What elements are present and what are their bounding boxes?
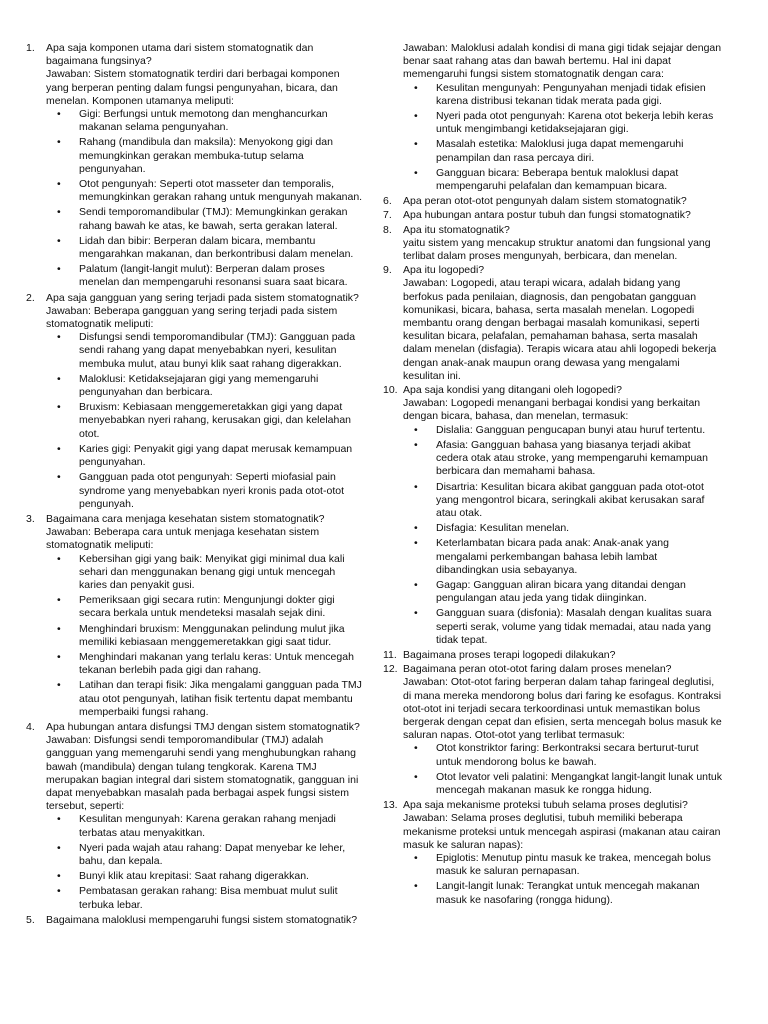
question-number: 8. [383, 223, 392, 236]
bullet-icon: • [57, 442, 61, 455]
bullet-icon: • [57, 263, 61, 276]
question-text: Bagaimana maloklusi mempengaruhi fungsi sistem stomatognatik? [46, 913, 358, 926]
bullet-item [403, 537, 722, 577]
right-column [383, 42, 722, 909]
answer-text: Jawaban: Otot-otot faring berperan dalam tahap faringeal deglutisi, di mana mereka mendorong bolus dari faring ke esofagus. Kontraksi otot-otot ini terjadi secara terkoordinasi untuk memastikan bolus bergerak dengan cepat dan efisien, serta mencegah bolus masuk ke saluran napas. Otot-otot yang terlibat termasuk: [403, 676, 722, 742]
bullet-item [46, 623, 365, 649]
answer-text: Jawaban: Sistem stomatognatik terdiri dari berbagai komponen yang berperan penting dalam fungsi pengunyahan, bicara, dan menelan. Komponen utamanya meliputi: [46, 68, 340, 107]
bullet-icon: • [414, 423, 418, 436]
bullet-item [403, 110, 722, 136]
bullet-icon: • [57, 401, 61, 414]
bullet-item [403, 522, 722, 535]
bullet-icon: • [414, 480, 418, 493]
bullet-item [46, 136, 365, 176]
question-number: 11. [383, 648, 397, 661]
bullet-icon: • [57, 331, 61, 344]
bullet-text: Gangguan pada otot pengunyah: Seperti miofasial pain syndrome yang menyebabkan nyeri kronis pada otot-otot pengunyah. [79, 471, 344, 510]
question-number: 4. [26, 720, 35, 733]
bullet-text: Sendi temporomandibular (TMJ): Memungkinkan gerakan rahang bawah ke atas, ke bawah, serta gerakan lateral. [79, 206, 348, 232]
answer-text: Jawaban: Maloklusi adalah kondisi di mana gigi tidak sejajar dengan benar saat rahang atas dan bawah bertemu. Hal ini dapat memengaruhi fungsi sistem stomatognatik dengan cara: [403, 42, 722, 81]
bullet-icon: • [57, 206, 61, 219]
bullet-icon: • [57, 234, 61, 247]
bullet-text: Otot konstriktor faring: Berkontraksi secara berturut-turut untuk mendorong bolus ke bawah. [436, 742, 699, 768]
question-number: 6. [383, 195, 392, 208]
bullet-text: Afasia: Gangguan bahasa yang biasanya terjadi akibat cedera otak atau stroke, yang mempengaruhi kemampuan berbicara dan memahami bahasa. [436, 438, 708, 478]
bullet-text: Menghindari bruxism: Menggunakan pelindung mulut jika memiliki kebiasaan menggemeretakkan gigi saat tidur. [79, 622, 345, 648]
bullet-icon: • [414, 851, 418, 864]
bullet-icon: • [57, 471, 61, 484]
bullet-list [46, 108, 365, 290]
question-item-7 [383, 209, 722, 222]
question-text: Apa hubungan antara postur tubuh dan fungsi stomatognatik? [403, 209, 691, 222]
question-item-9 [383, 264, 722, 383]
question-item-8 [383, 224, 722, 264]
bullet-icon: • [57, 650, 61, 663]
question-text: Apa saja mekanisme proteksi tubuh selama proses deglutisi? [403, 799, 688, 812]
bullet-icon: • [414, 537, 418, 550]
answer-text: Jawaban: Logopedi, atau terapi wicara, adalah bidang yang berfokus pada penilaian, diagnosis, dan pengobatan gangguan komunikasi, bicara, bahasa, serta masalah menelan. Logopedi membantu orang dengan berbagai masalah komunikasi, seperti kesulitan bicara, pelafalan, pemahaman bahasa, serta masalah dalam menelan (disfagia). Terapis wicara atau ahli logopedi bekerja dengan anak-anak maupun orang dewasa yang mengalami kesulitan ini. [403, 277, 717, 382]
bullet-item [403, 439, 722, 479]
bullet-text: Gangguan suara (disfonia): Masalah dengan kualitas suara seperti serak, volume yang tidak memadai, atau nada yang tidak tepat. [436, 607, 712, 646]
bullet-text: Gagap: Gangguan aliran bicara yang ditandai dengan pengulangan atau jeda yang tidak diinginkan. [436, 578, 686, 605]
bullet-text: Kesulitan mengunyah: Karena gerakan rahang menjadi terbatas atau menyakitkan. [79, 813, 336, 839]
bullet-icon: • [414, 81, 418, 94]
bullet-item [46, 373, 365, 399]
bullet-item [46, 108, 365, 134]
question-item-4 [26, 721, 365, 912]
bullet-item [403, 771, 722, 797]
bullet-icon: • [57, 178, 61, 191]
bullet-icon: • [57, 372, 61, 385]
left-column [26, 42, 365, 928]
question-number: 1. [26, 42, 35, 54]
bullet-item [46, 679, 365, 719]
answer-text: yaitu sistem yang mencakup struktur anatomi dan fungsional yang terlibat dalam proses mengunyah, berbicara, dan menelan. [403, 236, 711, 263]
bullet-text: Dislalia: Gangguan pengucapan bunyi atau huruf tertentu. [436, 423, 706, 436]
question-number: 5. [26, 913, 35, 926]
bullet-list [403, 742, 722, 797]
bullet-icon: • [57, 622, 61, 635]
bullet-icon: • [414, 770, 418, 783]
bullet-text: Menghindari makanan yang terlalu keras: Untuk mencegah tekanan berlebih pada gigi dan rahang. [79, 650, 354, 677]
bullet-item [46, 651, 365, 677]
question-item-2 [26, 292, 365, 511]
bullet-icon: • [414, 522, 418, 535]
bullet-text: Disartria: Kesulitan bicara akibat gangguan pada otot-otot yang mengontrol bicara, seringkali akibat kerusakan saraf atau otak. [436, 480, 705, 519]
bullet-text: Langit-langit lunak: Terangkat untuk mencegah makanan masuk ke nasofaring (rongga hidung). [436, 880, 700, 906]
answer-text: Jawaban: Beberapa gangguan yang sering terjadi pada sistem stomatognatik meliputi: [46, 304, 338, 331]
question-number: 3. [26, 512, 35, 525]
bullet-icon: • [57, 108, 61, 121]
bullet-item [403, 167, 722, 193]
bullet-icon: • [57, 841, 61, 854]
bullet-icon: • [57, 552, 61, 565]
bullet-icon: • [414, 166, 418, 179]
bullet-icon: • [414, 110, 418, 123]
question-text: Apa saja gangguan yang sering terjadi pada sistem stomatognatik? [46, 291, 359, 304]
bullet-item [46, 331, 365, 371]
bullet-text: Rahang (mandibula dan maksila): Menyokong gigi dan memungkinkan gerakan membuka-tutup selama pengunyahan. [79, 136, 333, 175]
bullet-list [46, 331, 365, 511]
question-item-10 [383, 384, 722, 647]
answer-text: Jawaban: Disfungsi sendi temporomandibular (TMJ) adalah gangguan yang memengaruhi sendi yang menghubungkan rahang bawah (mandibula) dengan tulang tengkorak. Karena TMJ merupakan bagian integral dari sistem stomatognatik, gangguan ini dapat menyebabkan masalah pada berbagai aspek fungsi sistem tersebut, seperti: [46, 734, 359, 813]
question-text: Apa peran otot-otot pengunyah dalam sistem stomatognatik? [403, 195, 687, 208]
question-text: Apa saja kondisi yang ditangani oleh logopedi? [403, 384, 622, 397]
bullet-item [403, 138, 722, 164]
bullet-item [46, 263, 365, 289]
bullet-icon: • [414, 138, 418, 151]
bullet-item [403, 880, 722, 906]
bullet-item [403, 579, 722, 605]
question-text: Apa saja komponen utama dari sistem stomatognatik dan bagaimana fungsinya? [46, 42, 314, 68]
bullet-text: Lidah dan bibir: Berperan dalam bicara, membantu mengarahkan makanan, dan berkontribusi dalam menelan. [79, 234, 354, 261]
answer-text: Jawaban: Beberapa cara untuk menjaga kesehatan sistem stomatognatik meliputi: [46, 526, 320, 552]
question-number: 2. [26, 291, 35, 304]
bullet-icon: • [414, 742, 418, 755]
question-item-6 [383, 195, 722, 208]
bullet-list [46, 813, 365, 911]
bullet-list [403, 82, 722, 194]
question-text: Apa itu logopedi? [403, 264, 485, 277]
question-item-1 [26, 42, 365, 290]
answer-text: Jawaban: Selama proses deglutisi, tubuh memiliki beberapa mekanisme proteksi untuk mencegah aspirasi (makanan atau cairan masuk ke saluran napas): [403, 812, 721, 851]
bullet-text: Pembatasan gerakan rahang: Bisa membuat mulut sulit terbuka lebar. [79, 885, 338, 911]
bullet-icon: • [414, 578, 418, 591]
question-item-12 [383, 663, 722, 797]
bullet-item [403, 742, 722, 768]
bullet-icon: • [57, 870, 61, 883]
bullet-text: Nyeri pada otot pengunyah: Karena otot bekerja lebih keras untuk mengimbangi ketidaksejajaran gigi. [436, 110, 714, 136]
bullet-text: Karies gigi: Penyakit gigi yang dapat merusak kemampuan pengunyahan. [79, 442, 353, 469]
bullet-item [46, 870, 365, 883]
question-text: Bagaimana peran otot-otot faring dalam proses menelan? [403, 663, 672, 676]
bullet-text: Disfungsi sendi temporomandibular (TMJ): Gangguan pada sendi rahang yang dapat menyebabkan nyeri, kesulitan membuka mulut, atau bunyi klik saat rahang digerakkan. [79, 331, 356, 370]
bullet-icon: • [57, 136, 61, 149]
bullet-item [403, 82, 722, 108]
question-text: Bagaimana proses terapi logopedi dilakukan? [403, 648, 616, 661]
continued-answer-5 [383, 42, 722, 193]
question-item-13 [383, 799, 722, 907]
bullet-item [403, 481, 722, 521]
bullet-text: Bruxism: Kebiasaan menggemeretakkan gigi yang dapat menyebabkan nyeri rahang, kerusakan gigi, dan kelelahan otot. [79, 401, 352, 440]
bullet-list [46, 553, 365, 719]
bullet-item [46, 178, 365, 204]
question-number: 13. [383, 799, 398, 812]
bullet-icon: • [414, 880, 418, 893]
question-number: 9. [383, 264, 392, 277]
bullet-text: Gigi: Berfungsi untuk memotong dan menghancurkan makanan selama pengunyahan. [79, 108, 328, 134]
bullet-list [403, 852, 722, 907]
bullet-item [46, 842, 365, 868]
question-item-3 [26, 513, 365, 719]
bullet-item [46, 553, 365, 593]
bullet-item [403, 607, 722, 647]
bullet-text: Otot levator veli palatini: Mengangkat langit-langit lunak untuk mencegah makanan masuk ke rongga hidung. [436, 770, 723, 796]
bullet-item [403, 424, 722, 437]
bullet-text: Nyeri pada wajah atau rahang: Dapat menyebar ke leher, bahu, dan kepala. [79, 841, 346, 867]
bullet-text: Kesulitan mengunyah: Pengunyahan menjadi tidak efisien karena distribusi tekanan tidak merata pada gigi. [436, 81, 706, 107]
question-text: Apa itu stomatognatik? [403, 223, 510, 236]
question-text: Apa hubungan antara disfungsi TMJ dengan sistem stomatognatik? [46, 720, 360, 733]
bullet-icon: • [414, 438, 418, 451]
bullet-text: Epiglotis: Menutup pintu masuk ke trakea, mencegah bolus masuk ke saluran pernapasan. [436, 851, 711, 878]
question-number: 10. [383, 384, 398, 397]
bullet-text: Latihan dan terapi fisik: Jika mengalami gangguan pada TMJ atau otot pengunyah, latihan fisik tertentu dapat membantu memperbaiki fungsi rahang. [79, 679, 362, 718]
bullet-item [46, 235, 365, 261]
bullet-item [403, 852, 722, 878]
bullet-text: Gangguan bicara: Beberapa bentuk maloklusi dapat mempengaruhi pelafalan dan kemampuan bicara. [436, 166, 679, 193]
bullet-icon: • [414, 607, 418, 620]
bullet-text: Pemeriksaan gigi secara rutin: Mengunjungi dokter gigi secara berkala untuk mendeteksi masalah sejak dini. [79, 594, 335, 620]
bullet-icon: • [57, 679, 61, 692]
question-item-5 [26, 914, 365, 927]
bullet-text: Bunyi klik atau krepitasi: Saat rahang digerakkan. [79, 870, 309, 883]
bullet-item [46, 885, 365, 911]
question-number: 12. [383, 663, 398, 676]
bullet-text: Maloklusi: Ketidaksejajaran gigi yang memengaruhi pengunyahan dan berbicara. [79, 372, 319, 399]
question-number: 7. [383, 209, 392, 222]
answer-text: Jawaban: Logopedi menangani berbagai kondisi yang berkaitan dengan bicara, bahasa, dan menelan, termasuk: [403, 397, 701, 423]
bullet-icon: • [57, 813, 61, 826]
bullet-icon: • [57, 885, 61, 898]
bullet-text: Kebersihan gigi yang baik: Menyikat gigi minimal dua kali sehari dan menggunakan benang gigi untuk mencegah karies dan penyakit gusi. [79, 552, 345, 591]
bullet-item [46, 813, 365, 839]
bullet-text: Disfagia: Kesulitan menelan. [436, 522, 570, 535]
question-text: Bagaimana cara menjaga kesehatan sistem stomatognatik? [46, 512, 325, 525]
bullet-item [46, 206, 365, 232]
bullet-icon: • [57, 594, 61, 607]
bullet-item [46, 471, 365, 511]
bullet-item [46, 401, 365, 441]
bullet-text: Masalah estetika: Maloklusi juga dapat memengaruhi penampilan dan rasa percaya diri. [436, 138, 684, 164]
bullet-text: Otot pengunyah: Seperti otot masseter dan temporalis, memungkinkan gerakan rahang untuk mengunyah makanan. [79, 178, 363, 204]
question-item-11 [383, 649, 722, 662]
bullet-text: Palatum (langit-langit mulut): Berperan dalam proses menelan dan mempengaruhi resonansi suara saat bicara. [79, 263, 348, 289]
bullet-item [46, 443, 365, 469]
bullet-item [46, 594, 365, 620]
bullet-text: Keterlambatan bicara pada anak: Anak-anak yang mengalami perkembangan bahasa lebih lambat dibandingkan usia sebayanya. [436, 537, 669, 576]
bullet-list [403, 424, 722, 647]
